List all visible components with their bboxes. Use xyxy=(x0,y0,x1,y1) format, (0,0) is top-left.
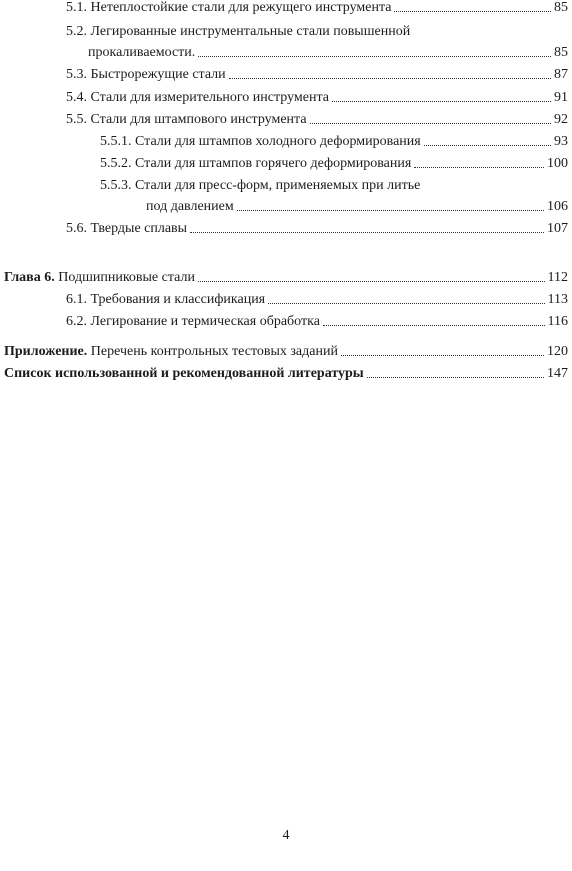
toc-leader-dots xyxy=(394,11,551,12)
toc-entry-title: 5.6. Твердые сплавы xyxy=(66,221,188,236)
toc-entry-title: 5.2. Легированные инструментальные стали повышенной xyxy=(66,24,411,39)
toc-leader-dots xyxy=(341,355,544,356)
toc-leader-dots xyxy=(414,167,544,168)
toc-entry xyxy=(66,112,568,128)
toc-entry-title: 5.5.3. Стали для пресс-форм, применяемых при литье xyxy=(100,178,421,193)
toc-leader-dots xyxy=(310,123,551,124)
toc-entry xyxy=(66,90,568,106)
toc-entry-page: 85 xyxy=(554,0,568,15)
toc-entry-page: 120 xyxy=(547,344,568,359)
toc-entry-title xyxy=(4,344,338,360)
toc-chapter-entry xyxy=(4,270,568,286)
toc-entry-page: 100 xyxy=(547,156,568,171)
toc-references-entry xyxy=(4,366,568,382)
toc-entry-page: 106 xyxy=(547,199,568,214)
toc-entry-page: 113 xyxy=(547,292,568,307)
toc-entry xyxy=(146,199,568,215)
chapter-title: Подшипниковые стали xyxy=(54,270,195,285)
toc-leader-dots xyxy=(424,145,551,146)
toc-entry-title: 5.4. Стали для измерительного инструмента xyxy=(66,90,329,105)
toc-entry-title-continuation: прокаливаемости. xyxy=(88,45,196,60)
toc-entry xyxy=(66,221,568,237)
toc-entry-page: 93 xyxy=(554,134,568,149)
toc-entry-title: 5.3. Быстрорежущие стали xyxy=(66,67,226,82)
appendix-label: Приложение. xyxy=(4,344,88,359)
toc-entry xyxy=(66,292,568,308)
toc-entry-title: 6.2. Легирование и термическая обработка xyxy=(66,314,320,329)
toc-entry-page: 147 xyxy=(547,366,568,381)
toc-entry xyxy=(66,67,568,83)
toc-entry-title: 5.5.1. Стали для штампов холодного деформирования xyxy=(100,134,421,149)
toc-leader-dots xyxy=(367,377,544,378)
toc-entry-page: 92 xyxy=(554,112,568,127)
toc-entry xyxy=(66,314,568,330)
toc-entry-page: 87 xyxy=(554,67,568,82)
toc-leader-dots xyxy=(190,232,544,233)
toc-leader-dots xyxy=(237,210,544,211)
toc-leader-dots xyxy=(198,56,551,57)
toc-entry xyxy=(66,0,568,16)
toc-leader-dots xyxy=(323,325,545,326)
toc-entry-title-continuation: под давлением xyxy=(146,199,234,214)
toc-leader-dots xyxy=(198,281,545,282)
toc-entry-page: 91 xyxy=(554,90,568,105)
toc-entry-page: 107 xyxy=(547,221,568,236)
toc-entry xyxy=(100,134,568,150)
toc-entry-title: 5.5.2. Стали для штампов горячего деформирования xyxy=(100,156,412,171)
chapter-label: Глава 6. xyxy=(4,270,55,285)
toc-entry-page: 116 xyxy=(547,314,568,329)
toc-leader-dots xyxy=(332,101,551,102)
toc-entry-title: 5.5. Стали для штампового инструмента xyxy=(66,112,307,127)
appendix-title: Перечень контрольных тестовых заданий xyxy=(87,344,338,359)
toc-appendix-entry xyxy=(4,344,568,360)
toc-leader-dots xyxy=(229,78,551,79)
toc-entry-title: 5.1. Нетеплостойкие стали для режущего инструмента xyxy=(66,0,392,15)
page-number: 4 xyxy=(282,828,290,843)
toc-entry-title: 6.1. Требования и классификация xyxy=(66,292,266,307)
toc-entry-title: Список использованной и рекомендованной литературы xyxy=(4,366,364,381)
toc-entry-title xyxy=(4,270,195,286)
toc-entry-page: 112 xyxy=(547,270,568,285)
toc-entry xyxy=(100,156,568,172)
toc-entry-page: 85 xyxy=(554,45,568,60)
toc-entry xyxy=(88,45,568,61)
toc-leader-dots xyxy=(268,303,544,304)
